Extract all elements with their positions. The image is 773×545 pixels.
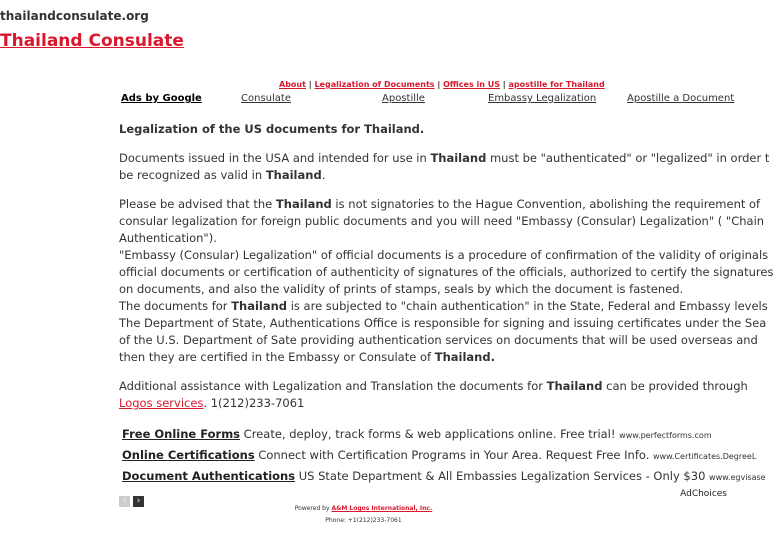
ad-link-consulate[interactable]: Consulate [241,93,291,104]
site-domain: thailandconsulate.org [0,9,149,23]
top-nav [279,80,605,89]
nav-separator: | [308,80,312,89]
next-arrow-icon[interactable]: › [133,496,144,507]
ad-title-link[interactable]: Document Authentications [122,469,296,483]
ad-link-apostille-document[interactable]: Apostille a Document [627,93,735,104]
ad-title-link[interactable]: Free Online Forms [122,427,241,441]
ad-title-link[interactable]: Online Certifications [122,448,255,462]
footer-company-link[interactable]: A&M Logos International, Inc. [331,505,433,512]
ad-url[interactable]: www.Certificates.DegreeL [653,452,757,461]
ad-link-embassy-legalization[interactable]: Embassy Legalization [488,93,597,104]
paragraph-intro: Documents issued in the USA and intended for use in Thailand must be "authenticated" or "legalized" in order t be recognized as valid in Thailand. [119,151,770,182]
nav-apostille[interactable]: apostille for Thailand [508,80,605,89]
nav-separator: | [502,80,506,89]
ad-url[interactable]: www.perfectforms.com [619,431,712,440]
page-heading: Legalization of the US documents for Thailand. [119,122,425,136]
logos-services-link[interactable]: Logos services [119,396,204,410]
nav-separator: | [437,80,441,89]
footer-phone: Phone: +1(212)233-7061 [325,517,402,524]
ad-link-apostille[interactable]: Apostille [382,93,425,104]
ad-description: Connect with Certification Programs in Your Area. Request Free Info. [254,448,654,462]
ad-description: US State Department & All Embassies Legalization Services - Only $30 [295,469,710,483]
ad-link-bar [0,93,735,107]
nav-offices[interactable]: Offices in US [443,80,500,89]
ad-item [119,447,757,468]
nav-legalization[interactable]: Legalization of Documents [314,80,435,89]
ad-item [119,468,766,489]
ads-by-google-link[interactable]: Ads by Google [121,93,202,104]
main-content [119,121,773,424]
nav-about[interactable]: About [279,80,306,89]
site-title-link[interactable]: Thailand Consulate [0,31,184,51]
ad-url[interactable]: www.egvisase [709,473,766,482]
footer-powered-by: Powered by A&M Logos International, Inc. [294,505,433,512]
text-ads [119,426,766,489]
ad-description: Create, deploy, track forms & web applications online. Free trial! [240,427,620,441]
ad-item [119,426,739,447]
adchoices-link[interactable]: AdChoices [680,489,727,499]
paragraph-assistance: Additional assistance with Legalization and Translation the documents for Thailand can be provided through Logos services. 1(212)233-7061 [119,379,748,410]
paragraph-hague: Please be advised that the Thailand is not signatories to the Hague Convention, abolishing the requirement of consular legalization for foreign public documents and you will need "Embassy (Consular) Legalization" ( "Chain Authentication"). "Embassy (Consular) Legalization" of official documents is a procedure of confirmation of the validity of originals official documents or certification of authenticity of signatures of the officials, authorized to certify the signatures on documents, and also the validity of prints of stamps, seals by which the document is fastened. The documents for Thailand is are subjected to "chain authentication" in the State, Federal and Embassy levels The Department of State, Authentications Office is responsible for signing and issuing certificates under the Sea of the U.S. Department of Sate providing authentication services on documents that will be used overseas and then they are certified in the Embassy or Consulate of Thailand. [119,197,773,364]
prev-arrow-icon[interactable]: ‹ [119,496,130,507]
